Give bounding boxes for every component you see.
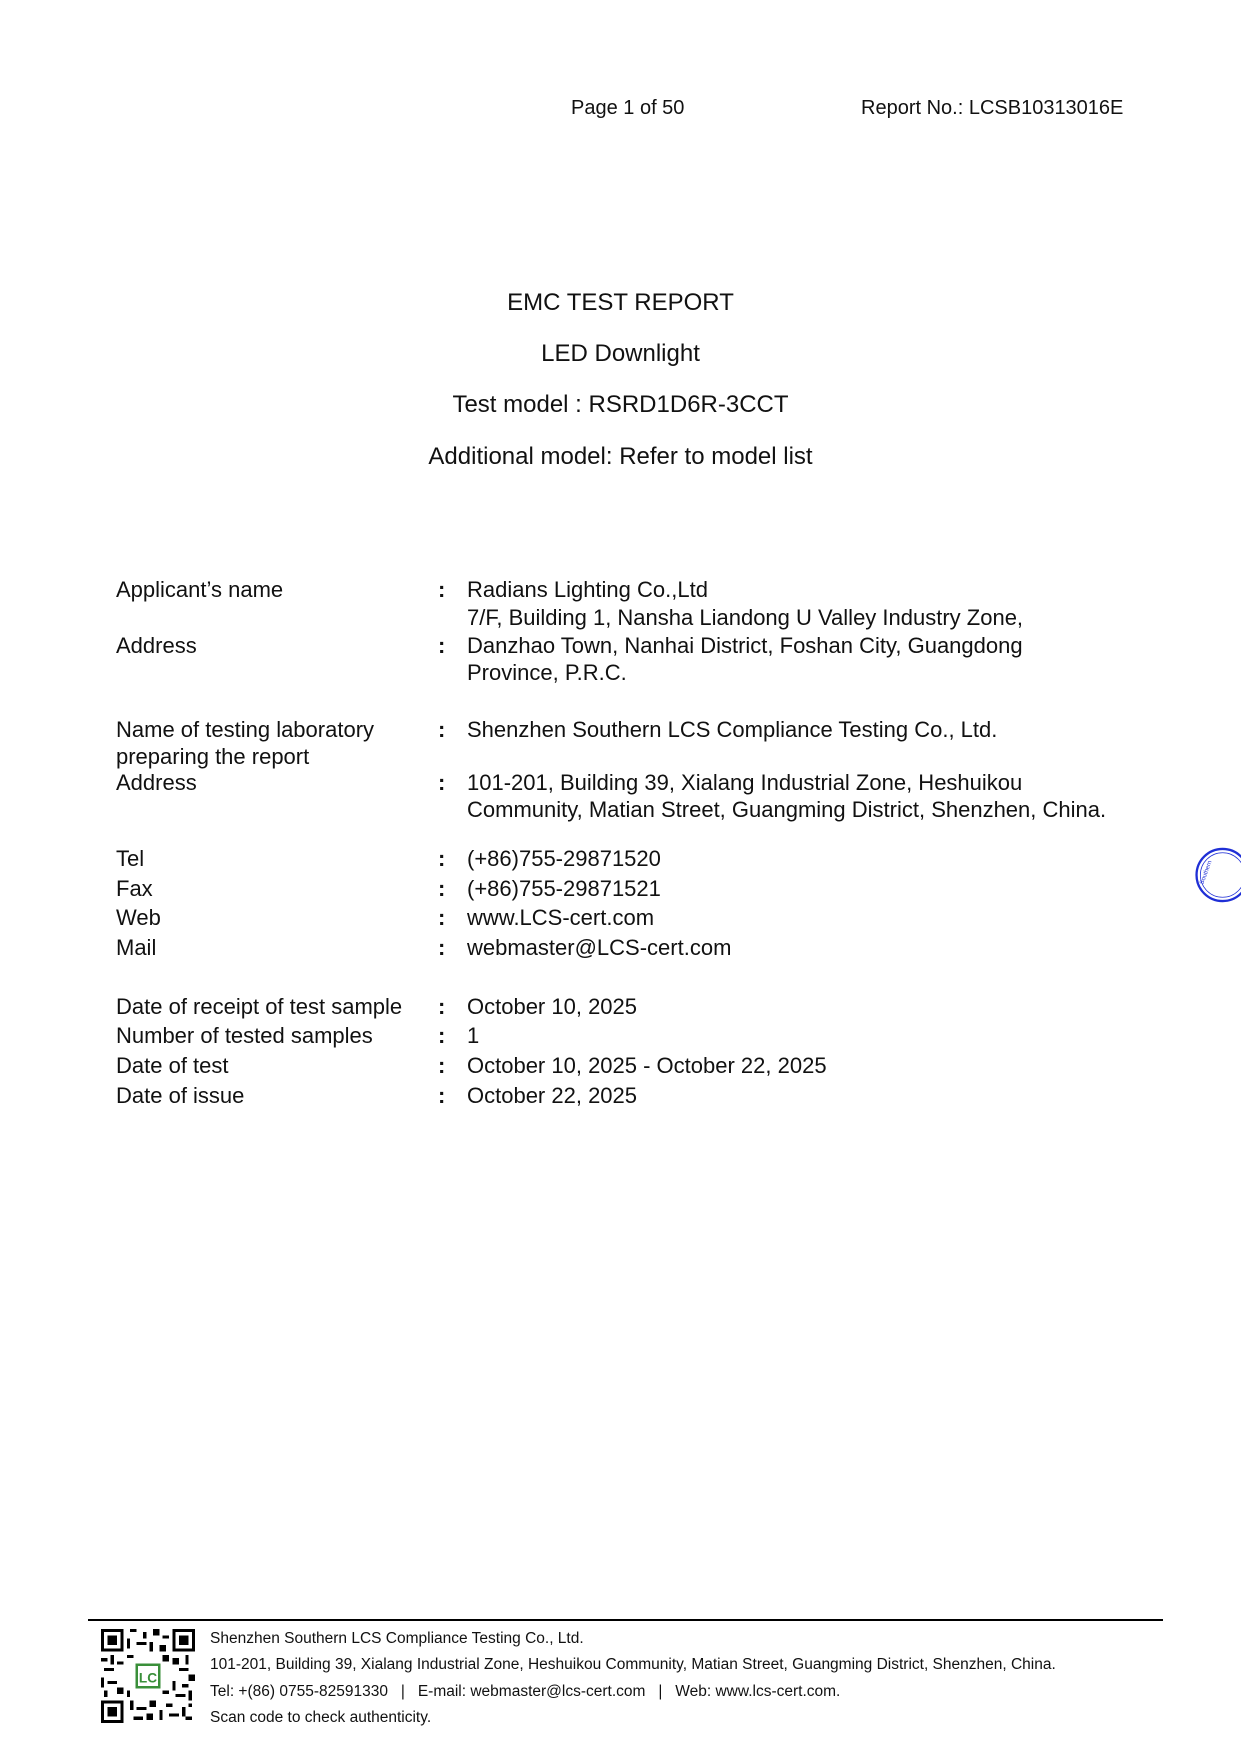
receipt-value: October 10, 2025	[467, 994, 638, 1019]
colon: :	[438, 1023, 446, 1048]
mail-label: Mail	[116, 935, 157, 960]
web-label: Web	[116, 905, 161, 930]
footer-contact: Tel: +(86) 0755-82591330 | E-mail: webmaster@lcs-cert.com | Web: www.lcs-cert.com.	[210, 1683, 841, 1700]
report-number: Report No.: LCSB10313016E	[861, 97, 1124, 119]
footer-divider	[88, 1619, 1163, 1621]
colon: :	[438, 633, 446, 658]
tel-value: (+86)755-29871520	[467, 846, 661, 871]
footer-address: 101-201, Building 39, Xialang Industrial Zone, Heshuikou Community, Matian Street, Guangming District, Shenzhen, China.	[210, 1656, 1056, 1673]
colon: :	[438, 876, 446, 901]
lab-address-line1: 101-201, Building 39, Xialang Industrial Zone, Heshuikou	[467, 770, 1023, 795]
issue-label: Date of issue	[116, 1083, 245, 1108]
colon: :	[438, 717, 446, 742]
qr-code-icon[interactable]	[101, 1629, 195, 1723]
samples-value: 1	[467, 1023, 480, 1048]
test-date-value: October 10, 2025 - October 22, 2025	[467, 1053, 827, 1078]
samples-label: Number of tested samples	[116, 1023, 373, 1048]
applicant-label: Applicant’s name	[116, 577, 284, 602]
colon: :	[438, 577, 446, 602]
lab-label-line2: preparing the report	[116, 744, 310, 769]
web-value: www.LCS-cert.com	[467, 905, 655, 930]
lab-address-line2: Community, Matian Street, Guangming District, Shenzhen, China.	[467, 797, 1107, 822]
lab-label-line1: Name of testing laboratory	[116, 717, 375, 742]
applicant-value: Radians Lighting Co.,Ltd	[467, 577, 708, 602]
footer-company: Shenzhen Southern LCS Compliance Testing Co., Ltd.	[210, 1630, 584, 1647]
colon: :	[438, 1083, 446, 1108]
lab-value: Shenzhen Southern LCS Compliance Testing Co., Ltd.	[467, 717, 998, 742]
mail-value: webmaster@LCS-cert.com	[467, 935, 732, 960]
colon: :	[438, 994, 446, 1019]
seal-text: Southern	[1198, 859, 1214, 886]
test-date-label: Date of test	[116, 1053, 229, 1078]
receipt-label: Date of receipt of test sample	[116, 994, 403, 1019]
colon: :	[438, 846, 446, 871]
additional-model: Additional model: Refer to model list	[428, 443, 813, 470]
colon: :	[438, 935, 446, 960]
applicant-address-line1: 7/F, Building 1, Nansha Liandong U Valley Industry Zone,	[467, 605, 1024, 630]
report-title: EMC TEST REPORT	[507, 289, 734, 316]
colon: :	[438, 1053, 446, 1078]
issue-value: October 22, 2025	[467, 1083, 638, 1108]
company-seal	[1195, 800, 1241, 950]
product-name: LED Downlight	[541, 340, 700, 367]
footer-scan-note: Scan code to check authenticity.	[210, 1709, 432, 1726]
lab-address-label: Address	[116, 770, 197, 795]
test-model: Test model : RSRD1D6R-3CCT	[452, 391, 789, 418]
svg-text:LC: LC	[138, 1670, 158, 1686]
page-number: Page 1 of 50	[571, 97, 685, 119]
fax-value: (+86)755-29871521	[467, 876, 661, 901]
colon: :	[438, 905, 446, 930]
tel-label: Tel	[116, 846, 145, 871]
applicant-address-line3: Province, P.R.C.	[467, 660, 627, 685]
fax-label: Fax	[116, 876, 153, 901]
applicant-address-line2: Danzhao Town, Nanhai District, Foshan City, Guangdong	[467, 633, 1023, 658]
colon: :	[438, 770, 446, 795]
applicant-address-label: Address	[116, 633, 197, 658]
